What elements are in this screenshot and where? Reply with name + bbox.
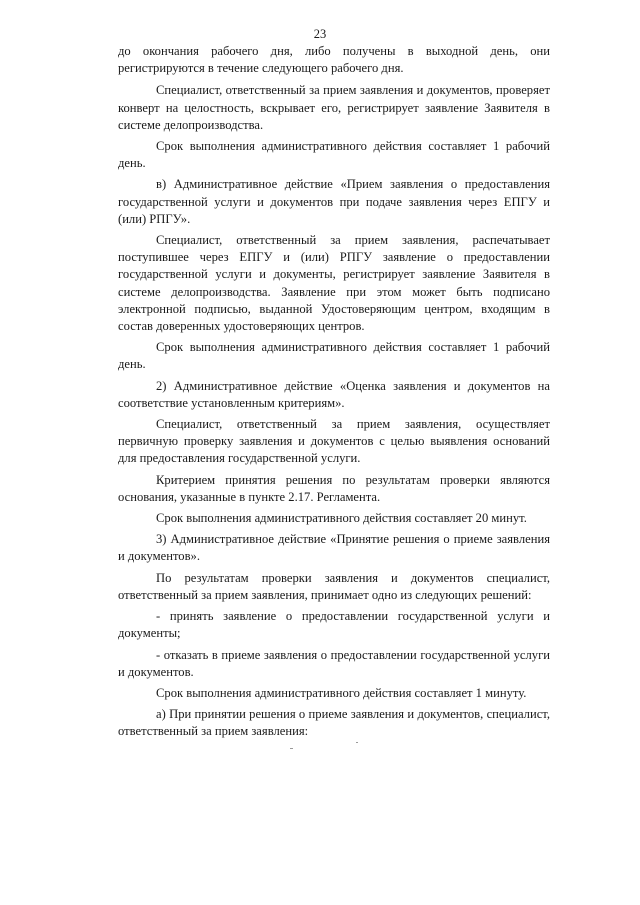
paragraph: - принять заявление о предоставлении государственной услуги и документы;: [118, 609, 550, 641]
paragraph: 3) Административное действие «Принятие решения о приеме заявления и документов».: [118, 532, 550, 564]
scan-speck: [356, 742, 358, 743]
paragraph: до окончания рабочего дня, либо получены в выходной день, они регистрируются в течение следующего рабочего дня.: [118, 44, 550, 76]
paragraph: Срок выполнения административного действия составляет 20 минут.: [156, 511, 527, 526]
paragraph: Специалист, ответственный за прием заявления и документов, проверяет конверт на целостность, вскрывает его, регистрирует заявление Заявителя в системе делопроизводства.: [118, 83, 550, 132]
paragraph: Специалист, ответственный за прием заявления, распечатывает поступившее через ЕПГУ и (или) РПГУ заявление о предоставлении государственной услуги и документы, регистрирует заявление Заявителя в системе делопроизводства. Заявление при этом может быть подписано электронной подписью, выданной Удостоверяющим центром, входящим в состав доверенных удостоверяющих центров.: [118, 233, 550, 334]
page-number: 23: [313, 27, 327, 41]
paragraph: в) Административное действие «Прием заявления о предоставления государственной услуги и документов при подаче заявления через ЕПГУ и (или) РПГУ».: [118, 177, 550, 226]
paragraph: а) При принятии решения о приеме заявления и документов, специалист, ответственный за прием заявления:: [118, 707, 550, 739]
scan-speck: [290, 748, 293, 749]
paragraph: По результатам проверки заявления и документов специалист, ответственный за прием заявления, принимает одно из следующих решений:: [118, 570, 550, 602]
paragraph: - отказать в приеме заявления о предоставлении государственной услуги и документов.: [118, 647, 550, 679]
paragraph: 2) Административное действие «Оценка заявления и документов на соответствие установленным критериям».: [118, 378, 550, 410]
paragraph: Специалист, ответственный за прием заявления, осуществляет первичную проверку заявления и документов с целью выявления оснований для предоставления государственной услуги.: [118, 417, 550, 466]
paragraph: Критерием принятия решения по результатам проверки являются основания, указанные в пункте 2.17. Регламента.: [118, 472, 550, 504]
paragraph: Срок выполнения административного действия составляет 1 рабочий день.: [118, 139, 550, 171]
paragraph: Срок выполнения административного действия составляет 1 рабочий день.: [118, 340, 550, 372]
paragraph: Срок выполнения административного действия составляет 1 минуту.: [156, 685, 527, 700]
document-body: [118, 43, 550, 745]
